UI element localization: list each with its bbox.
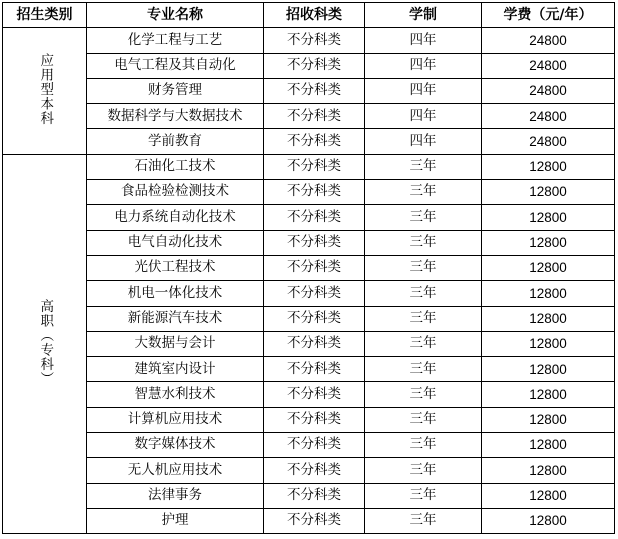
category-label: 应用型本科 [37, 53, 54, 126]
subject-cell: 不分科类 [264, 458, 365, 483]
subject-cell: 不分科类 [264, 154, 365, 179]
fee-cell: 12800 [482, 483, 615, 508]
major-cell: 化学工程与工艺 [87, 28, 264, 53]
subject-cell: 不分科类 [264, 28, 365, 53]
table-row [3, 129, 615, 154]
fee-cell: 24800 [482, 104, 615, 129]
table-row [3, 458, 615, 483]
table-row [3, 28, 615, 53]
fee-cell: 24800 [482, 28, 615, 53]
category-cell [3, 28, 87, 154]
table-row [3, 306, 615, 331]
subject-cell: 不分科类 [264, 230, 365, 255]
years-cell: 三年 [365, 281, 482, 306]
subject-cell: 不分科类 [264, 382, 365, 407]
fee-cell: 24800 [482, 53, 615, 78]
major-cell: 电力系统自动化技术 [87, 205, 264, 230]
subject-cell: 不分科类 [264, 407, 365, 432]
major-cell: 财务管理 [87, 78, 264, 103]
fee-cell: 12800 [482, 306, 615, 331]
table-row [3, 53, 615, 78]
fee-cell: 24800 [482, 129, 615, 154]
years-cell: 四年 [365, 104, 482, 129]
years-cell: 四年 [365, 53, 482, 78]
fee-cell: 12800 [482, 281, 615, 306]
table-row [3, 483, 615, 508]
subject-cell: 不分科类 [264, 331, 365, 356]
category-cell [3, 154, 87, 533]
header-row [3, 3, 615, 28]
years-cell: 四年 [365, 28, 482, 53]
major-cell: 无人机应用技术 [87, 458, 264, 483]
years-cell: 三年 [365, 357, 482, 382]
years-cell: 三年 [365, 230, 482, 255]
fee-cell: 12800 [482, 382, 615, 407]
table-row [3, 104, 615, 129]
fee-cell: 12800 [482, 180, 615, 205]
table-row [3, 154, 615, 179]
major-cell: 数据科学与大数据技术 [87, 104, 264, 129]
fee-cell: 12800 [482, 433, 615, 458]
years-cell: 三年 [365, 255, 482, 280]
major-cell: 大数据与会计 [87, 331, 264, 356]
years-cell: 三年 [365, 433, 482, 458]
major-cell: 光伏工程技术 [87, 255, 264, 280]
major-cell: 计算机应用技术 [87, 407, 264, 432]
subject-cell: 不分科类 [264, 281, 365, 306]
fee-cell: 12800 [482, 357, 615, 382]
years-cell: 四年 [365, 78, 482, 103]
major-cell: 电气工程及其自动化 [87, 53, 264, 78]
table-row [3, 205, 615, 230]
fee-cell: 12800 [482, 508, 615, 533]
fee-cell: 12800 [482, 407, 615, 432]
major-cell: 电气自动化技术 [87, 230, 264, 255]
subject-cell: 不分科类 [264, 255, 365, 280]
header-years: 学制 [365, 3, 482, 28]
years-cell: 三年 [365, 458, 482, 483]
subject-cell: 不分科类 [264, 129, 365, 154]
subject-cell: 不分科类 [264, 357, 365, 382]
table-row [3, 331, 615, 356]
subject-cell: 不分科类 [264, 483, 365, 508]
subject-cell: 不分科类 [264, 205, 365, 230]
major-cell: 建筑室内设计 [87, 357, 264, 382]
table-row [3, 433, 615, 458]
major-cell: 数字媒体技术 [87, 433, 264, 458]
subject-cell: 不分科类 [264, 180, 365, 205]
years-cell: 三年 [365, 508, 482, 533]
major-cell: 护理 [87, 508, 264, 533]
table-row [3, 281, 615, 306]
major-cell: 法律事务 [87, 483, 264, 508]
category-label: 高职（专科） [37, 298, 54, 386]
subject-cell: 不分科类 [264, 306, 365, 331]
major-cell: 食品检验检测技术 [87, 180, 264, 205]
major-cell: 机电一体化技术 [87, 281, 264, 306]
major-cell: 石油化工技术 [87, 154, 264, 179]
table-row [3, 78, 615, 103]
header-fee: 学费（元/年） [482, 3, 615, 28]
fee-cell: 24800 [482, 78, 615, 103]
table-row [3, 180, 615, 205]
subject-cell: 不分科类 [264, 508, 365, 533]
fee-cell: 12800 [482, 205, 615, 230]
subject-cell: 不分科类 [264, 53, 365, 78]
table-body [3, 28, 615, 534]
years-cell: 三年 [365, 407, 482, 432]
tuition-table [2, 2, 615, 534]
years-cell: 四年 [365, 129, 482, 154]
subject-cell: 不分科类 [264, 104, 365, 129]
subject-cell: 不分科类 [264, 433, 365, 458]
major-cell: 新能源汽车技术 [87, 306, 264, 331]
table-row [3, 382, 615, 407]
table-row [3, 255, 615, 280]
years-cell: 三年 [365, 205, 482, 230]
years-cell: 三年 [365, 306, 482, 331]
years-cell: 三年 [365, 154, 482, 179]
fee-cell: 12800 [482, 255, 615, 280]
table-row [3, 357, 615, 382]
fee-cell: 12800 [482, 154, 615, 179]
fee-cell: 12800 [482, 230, 615, 255]
years-cell: 三年 [365, 483, 482, 508]
table-row [3, 407, 615, 432]
years-cell: 三年 [365, 331, 482, 356]
table-row [3, 230, 615, 255]
major-cell: 学前教育 [87, 129, 264, 154]
subject-cell: 不分科类 [264, 78, 365, 103]
fee-cell: 12800 [482, 331, 615, 356]
fee-cell: 12800 [482, 458, 615, 483]
table-row [3, 508, 615, 533]
header-subject: 招收科类 [264, 3, 365, 28]
header-major: 专业名称 [87, 3, 264, 28]
years-cell: 三年 [365, 180, 482, 205]
header-category: 招生类别 [3, 3, 87, 28]
years-cell: 三年 [365, 382, 482, 407]
major-cell: 智慧水利技术 [87, 382, 264, 407]
